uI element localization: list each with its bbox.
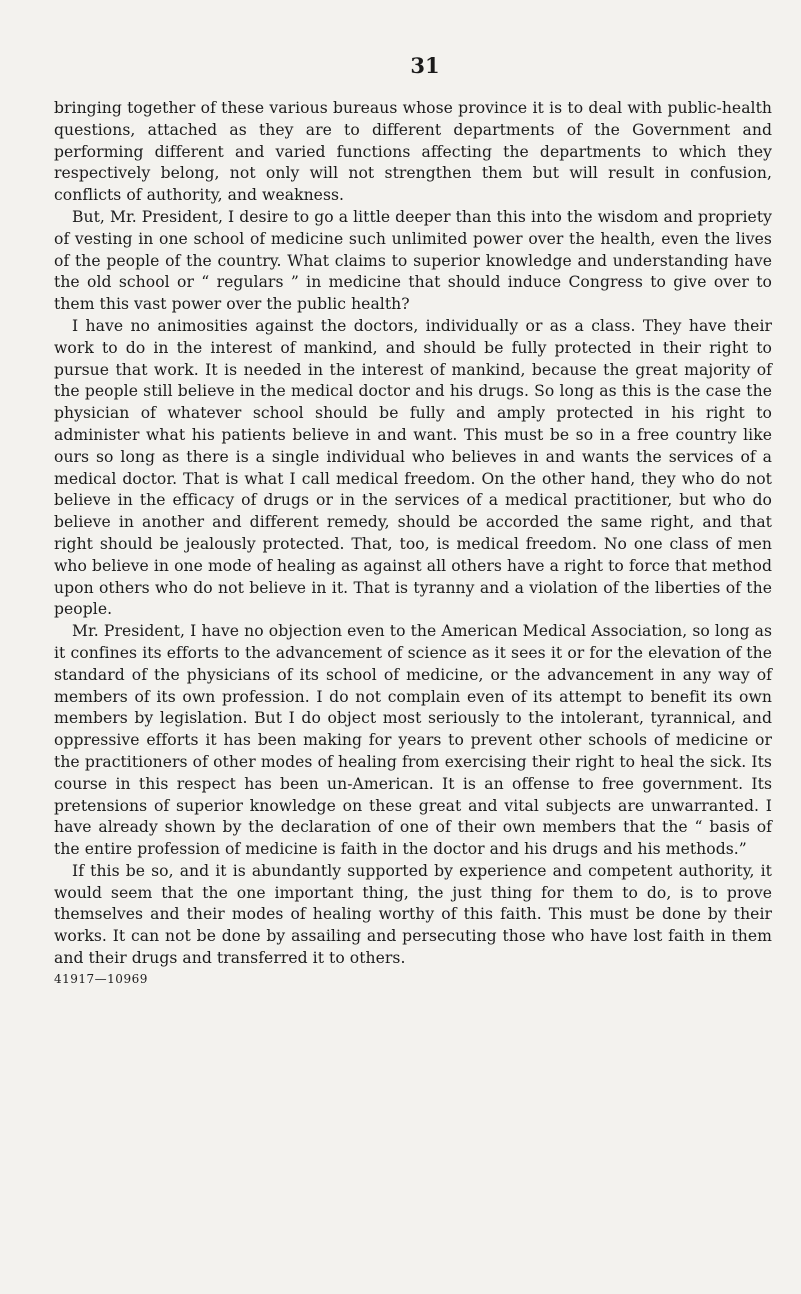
paragraph-continuation: bringing together of these various bureaus whose province it is to deal with public-health questions, attached as they are to different departments of the Government and performing different and varied functions affecting the departments to which they respectively belong, not only will not strengthen them but will result in confusion, conflicts of authority, and weakness. (54, 99, 772, 205)
document-page (54, 54, 772, 988)
printer-code: 41917—10969 (54, 971, 148, 986)
paragraph: I have no animosities against the doctors, individually or as a class. They have their work to do in the interest of mankind, and should be fully protected in their right to pursue that work. It is needed in the interest of mankind, because the great majority of the people still believe in the medical doctor and his drugs. So long as this is the case the physician of whatever school should be fully and amply protected in his right to administer what his patients believe in and want. This must be so in a free country like ours so long as there is a single individual who believes in and wants the services of a medical doctor. That is what I call medical freedom. On the other hand, they who do not believe in the efficacy of drugs or in the services of a medical practitioner, but who do believe in another and different remedy, should be accorded the same right, and that right should be jealously protected. That, too, is medical freedom. No one class of men who believe in one mode of healing as against all others have a right to force that method upon others who do not believe in it. That is tyranny and a violation of the liberties of the people. (54, 316, 772, 619)
paragraph: If this be so, and it is abundantly supported by experience and competent authority, it would seem that the one important thing, the just thing for them to do, is to prove themselves and their modes of healing worthy of this faith. This must be done by their works. It can not be done by assailing and persecuting those who have lost faith in them and their drugs and transferred it to others. (54, 861, 772, 968)
paragraph: But, Mr. President, I desire to go a little deeper than this into the wisdom and propriety of vesting in one school of medicine such unlimited power over the health, even the lives of the people of the country. What claims to superior knowledge and understanding have the old school or “ regulars ” in medicine that should induce Congress to give over to them this vast power over the public health? (54, 207, 772, 314)
page-number: 31 (410, 53, 440, 78)
paragraph: Mr. President, I have no objection even to the American Medical Association, so long as it confines its efforts to the advancement of science as it sees it or for the elevation of the standard of the physicians of its school of medicine, or the advancement in any way of members of its own profession. I do not complain even of its attempt to benefit its own members by legislation. But I do object most seriously to the intolerant, tyrannical, and oppressive efforts it has been making for years to prevent other schools of medicine or the practitioners of other modes of healing from exercising their right to heal the sick. Its course in this respect has been un-American. It is an offense to free government. Its pretensions of superior knowledge on these great and vital subjects are unwarranted. I have already shown by the declaration of one of their own members that the “ basis of the entire profession of medicine is faith in the doctor and his drugs and his methods.” (54, 622, 772, 859)
body-text (54, 98, 772, 970)
